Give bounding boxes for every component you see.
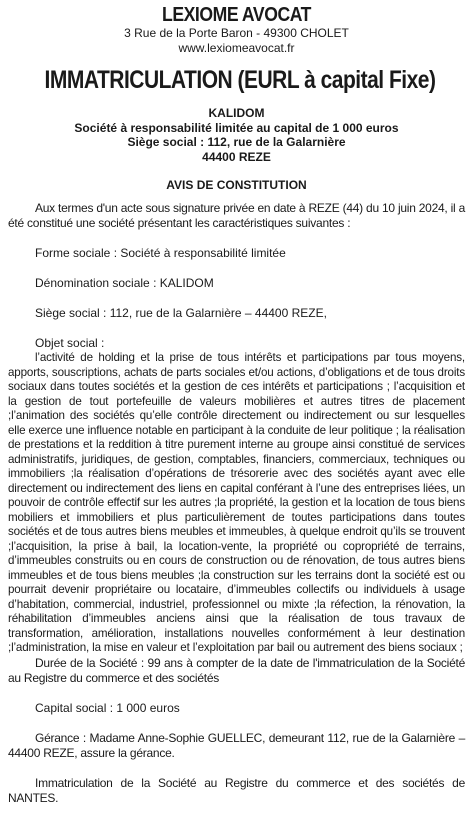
duree-paragraph: Durée de la Société : 99 ans à compter de la date de l'immatriculation de la Société au Registre du commerce et des sociétés (8, 655, 465, 685)
immatriculation-paragraph: Immatriculation de la Société au Registre du commerce et des sociétés de NANTES. (8, 775, 465, 805)
avis-heading: AVIS DE CONSTITUTION (166, 178, 307, 192)
firm-address: 3 Rue de la Porte Baron - 49300 CHOLET (124, 26, 349, 40)
objet-social-text: l’activité de holding et la prise de tous intérêts et participations par tous moyens, apports, souscriptions, achats de parts sociales et/ou actions, d’obligations et de tous droits sociaux dans toutes sociétés et la gestion de ces intérêts et participations ; l’acquisition et la gestion de tout portefeuille de valeurs mobilières et autres titres de placement ;l’animation des sociétés qu’elle contrôle directement ou indirectement ou sur lesquelles elle exerce une influence notable en participant à la conduite de leur politique ; la réalisation de prestations et la reddition à titre purement interne au groupe ainsi constitué de services administratifs, juridiques, de gestion, comptables, financiers, commerciaux, techniques ou immobiliers ;la réalisation d’opérations de trésorerie avec des sociétés ayant avec elle directement ou indirectement des liens en capital conférant à l’une des entreprises liées, un pouvoir de contrôle effectif sur les autres ;la propriété, la gestion et la location de tous biens mobiliers et immobiliers et plus particulièrement de toutes participations dans toutes sociétés et de tous autres biens meubles et immeubles, à quelque endroit qu’ils se trouvent ;l’acquisition, la prise à bail, la location-vente, la propriété ou copropriété de terrains, d’immeubles construits ou en cours de construction ou de rénovation, de tous autres biens immeubles et de tous biens meubles ;la construction sur les terrains dont la société est ou pourrait devenir propriétaire ou locataire, d’immeubles collectifs ou individuels à usage d’habitation, commercial, industriel, professionnel ou mixte ;la réfection, la rénovation, la réhabilitation d’immeubles anciens ainsi que la réalisation de tous travaux de transformation, amélioration, installations nouvelles conformément à leur destination ;l’administration, la mise en valeur et l’exploitation par bail ou autrement des biens sociaux ; (8, 351, 465, 654)
firm-website: www.lexiomeavocat.fr (178, 41, 295, 55)
objet-label: Objet social : (35, 336, 105, 350)
forme-sociale: Forme sociale : Société à responsabilité limitée (35, 246, 286, 260)
notice-title: IMMATRICULATION (EURL à capital Fixe) (44, 66, 436, 94)
company-seat: Siège social : 112, rue de la Galarnière (127, 135, 346, 149)
legal-notice-page (0, 4, 473, 827)
firm-name: LEXIOME AVOCAT (162, 4, 311, 26)
siege-social: Siège social : 112, rue de la Galarnière – 44400 REZE, (35, 306, 327, 320)
capital-social: Capital social : 1 000 euros (35, 700, 180, 715)
intro-paragraph: Aux termes d'un acte sous signature privée en date à REZE (44) du 10 juin 2024, il a été constitué une société présentant les caractéristiques suivantes : (8, 201, 465, 230)
gerance-paragraph: Gérance : Madame Anne-Sophie GUELLEC, demeurant 112, rue de la Galarnière – 44400 REZE, assure la gérance. (8, 730, 465, 760)
denomination-sociale: Dénomination sociale : KALIDOM (35, 276, 214, 290)
company-name: KALIDOM (208, 106, 265, 120)
company-form-capital: Société à responsabilité limitée au capital de 1 000 euros (74, 120, 399, 135)
company-city: 44400 REZE (202, 149, 271, 164)
